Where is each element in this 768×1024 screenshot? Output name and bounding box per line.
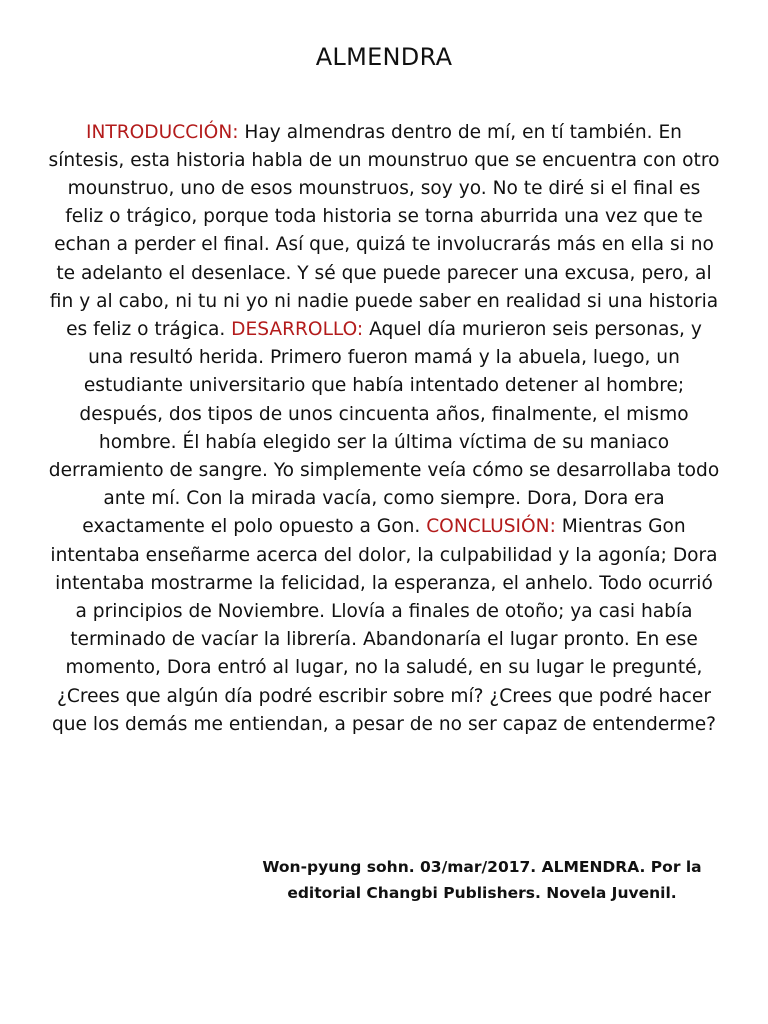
page-title: ALMENDRA: [315, 43, 453, 71]
development-text: Aquel día murieron seis personas, y una resultó herida. Primero fueron mamá y la abuela, luego, un estudiante universitario que había intentado detener al hombre; después, dos tipos de unos cincuenta años, finalmente, el mismo hombre. Él había elegido ser la última víctima de su maniaco derramiento de sangre. Yo simplemente veía cómo se desarrollaba todo ante mí. Con la mirada vacía, como siempre. Dora, Dora era exactamente el polo opuesto a Gon.: [48, 319, 720, 538]
conclusion-label: CONCLUSIÓN:: [426, 516, 556, 538]
introduction-label: INTRODUCCIÓN:: [86, 121, 239, 143]
introduction-text: Hay almendras dentro de mí, en tí también. En síntesis, esta historia habla de un mounstruo que se encuentra con otro mounstruo, uno de esos mounstruos, soy yo. No te diré si el final es feliz o trágico, porque toda historia se torna aburrida una vez que te echan a perder el final. Así que, quizá te involucrarás más en ella si no te adelanto el desenlace. Y sé que puede parecer una excusa, pero, al fin y al cabo, ni tu ni yo ni nadie puede saber en realidad si una historia es feliz o trágica.: [48, 121, 720, 341]
summary-body: [48, 119, 720, 739]
citation: Won-pyung sohn. 03/mar/2017. ALMENDRA. Por la editorial Changbi Publishers. Novela Juvenil.: [262, 858, 702, 902]
development-label: DESARROLLO:: [231, 319, 364, 341]
conclusion-text: Mientras Gon intentaba enseñarme acerca del dolor, la culpabilidad y la agonía; Dora intentaba mostrarme la felicidad, la esperanza, el anhelo. Todo ocurrió a principios de Noviembre. Llovía a finales de otoño; ya casi había terminado de vacíar la librería. Abandonaría el lugar pronto. En ese momento, Dora entró al lugar, no la saludé, en su lugar le pregunté, ¿Crees que algún día podré escribir sobre mí? ¿Crees que podré hacer que los demás me entiendan, a pesar de no ser capaz de entenderme?: [50, 516, 718, 735]
